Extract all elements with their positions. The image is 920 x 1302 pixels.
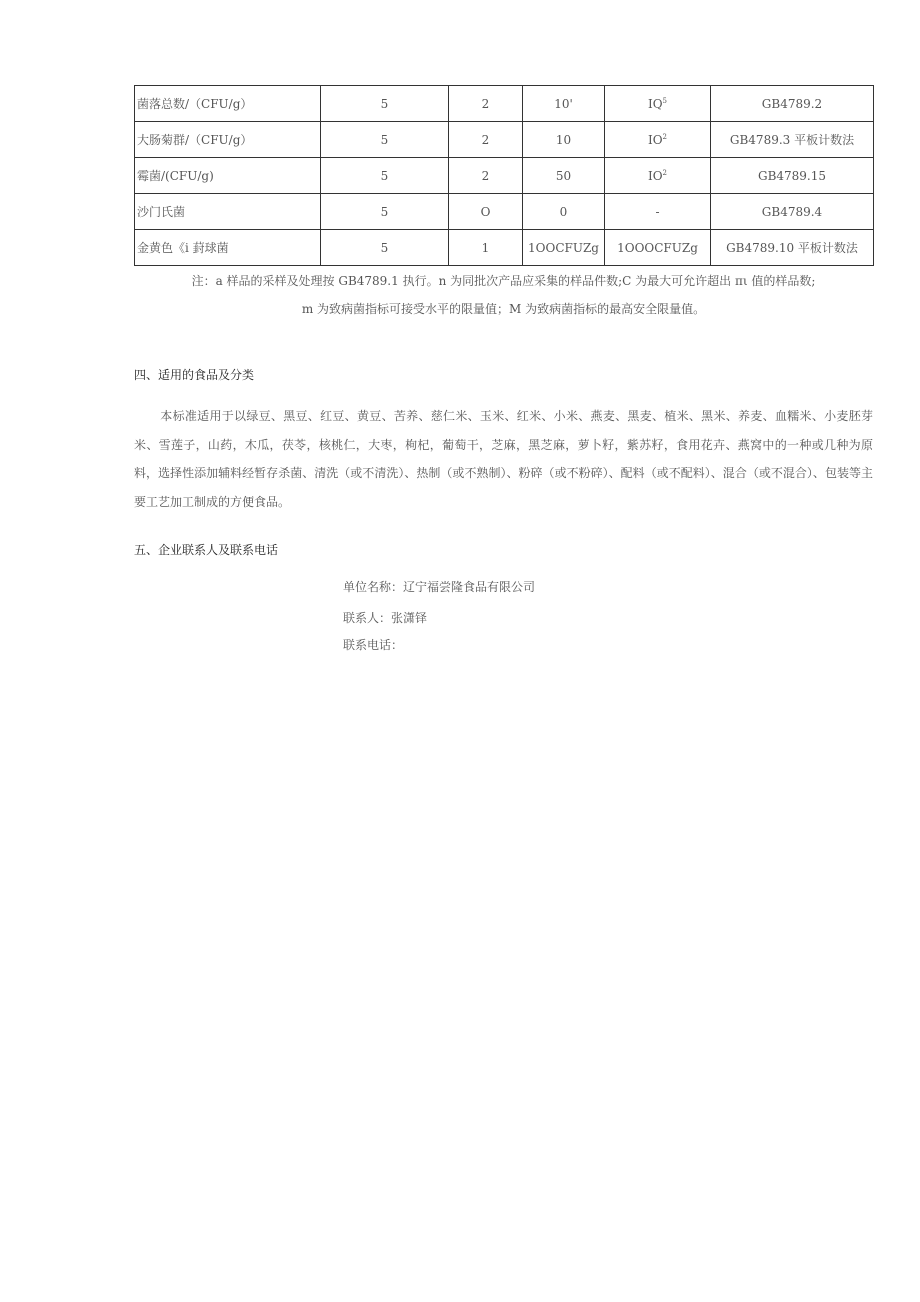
item-name: 菌落总数/（CFU/g） bbox=[135, 86, 321, 122]
table-row bbox=[135, 122, 874, 158]
contact-person: 联系人：张潇铎 bbox=[343, 611, 428, 625]
m-value: 50 bbox=[523, 158, 605, 194]
table-row bbox=[135, 158, 874, 194]
M-value: - bbox=[655, 204, 660, 219]
c-value: 2 bbox=[449, 158, 523, 194]
n-value: 5 bbox=[321, 230, 449, 266]
n-value: 5 bbox=[321, 122, 449, 158]
M-value: IO bbox=[647, 132, 663, 147]
n-value: 5 bbox=[321, 86, 449, 122]
company-name: 单位名称：辽宁福尝隆食品有限公司 bbox=[343, 580, 536, 594]
section-4-text: 本标准适用于以绿豆、黑豆、红豆、黄豆、苦养、慈仁米、玉米、红米、小米、燕麦、黑麦、植米、黑米、养麦、血糯米、小麦胚芽米、雪莲子，山药，木瓜，茯苓，核桃仁，大枣，枸杞，葡萄干，芝麻，黑芝麻，萝卜籽，紫苏籽，食用花卉、燕窝中的一种或几种为原料，选择性添加辅料经暂存杀菌、清洗（或不清洗）、热制（或不熟制）、粉碎（或不粉碎）、配料（或不配料）、混合（或不混合）、包装等主要工艺加工制成的方便食品。 bbox=[134, 409, 873, 509]
item-name: 沙门氏菌 bbox=[135, 194, 321, 230]
n-value: 5 bbox=[321, 158, 449, 194]
microbial-limits-table bbox=[134, 85, 874, 266]
c-value: 2 bbox=[449, 122, 523, 158]
m-value: 0 bbox=[523, 194, 605, 230]
M-value: IO bbox=[647, 168, 663, 183]
table-row bbox=[135, 86, 874, 122]
m-value: 1OOCFUZg bbox=[523, 230, 605, 266]
M-exponent: 2 bbox=[662, 132, 668, 141]
test-method: GB4789.4 bbox=[711, 194, 874, 230]
M-value-cell bbox=[605, 122, 711, 158]
M-exponent: 5 bbox=[662, 96, 668, 105]
table-note-line-2: m 为致病菌指标可接受水平的限量值；M 为致病菌指标的最高安全限量值。 bbox=[301, 302, 706, 316]
M-exponent: 2 bbox=[662, 168, 668, 177]
item-name: 大肠菊群/（CFU/g） bbox=[135, 122, 321, 158]
table-row bbox=[135, 194, 874, 230]
c-value: 1 bbox=[449, 230, 523, 266]
n-value: 5 bbox=[321, 194, 449, 230]
M-value-cell bbox=[605, 86, 711, 122]
m-value: 10' bbox=[523, 86, 605, 122]
section-4-body bbox=[134, 402, 873, 516]
test-method: GB4789.3 平板计数法 bbox=[711, 122, 874, 158]
table-note-line-1: 注：a 样品的采样及处理按 GB4789.1 执行。n 为同批次产品应采集的样品件数;C 为最大可允许超出 πι 值的样品数; bbox=[191, 274, 816, 288]
M-value-cell bbox=[605, 230, 711, 266]
section-5-heading: 五、企业联系人及联系电话 bbox=[134, 543, 279, 557]
item-name: 霉菌/(CFU/g) bbox=[135, 158, 321, 194]
test-method: GB4789.2 bbox=[711, 86, 874, 122]
contact-phone: 联系电话： bbox=[343, 638, 404, 652]
M-value-cell bbox=[605, 194, 711, 230]
c-value: O bbox=[449, 194, 523, 230]
test-method: GB4789.10 平板计数法 bbox=[711, 230, 874, 266]
M-value: 1OOOCFUZg bbox=[617, 240, 698, 255]
c-value: 2 bbox=[449, 86, 523, 122]
m-value: 10 bbox=[523, 122, 605, 158]
item-name: 金黄色《i 葑球菌 bbox=[135, 230, 321, 266]
M-value: IQ bbox=[647, 96, 663, 111]
table-row bbox=[135, 230, 874, 266]
section-4-heading: 四、适用的食品及分类 bbox=[134, 368, 255, 382]
M-value-cell bbox=[605, 158, 711, 194]
test-method: GB4789.15 bbox=[711, 158, 874, 194]
